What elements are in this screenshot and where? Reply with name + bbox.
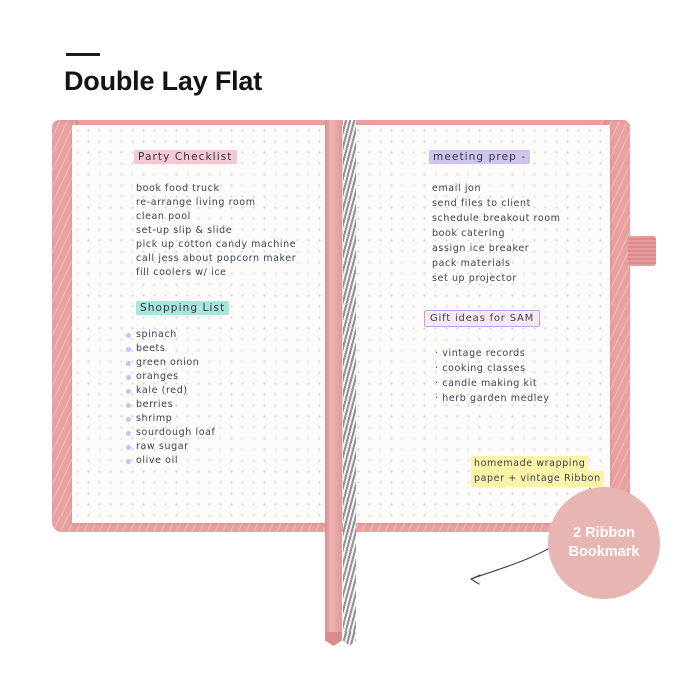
ribbon-bookmark-pink-tip [325,632,342,646]
bullet-icon [126,403,131,408]
page-title: Double Lay Flat [64,66,263,96]
gift-ideas-heading: Gift ideas for SAM [424,310,540,327]
list-item: · vintage records [435,348,526,359]
bullet-icon [126,389,131,394]
list-item: assign ice breaker [432,243,530,254]
list-item: schedule breakout room [432,213,561,224]
list-item: book catering [432,228,506,239]
list-item: fill coolers w/ ice [136,267,227,278]
list-item: olive oil [136,455,179,466]
list-item: call jess about popcorn maker [136,253,297,264]
ribbon-bookmark-grey [343,120,356,641]
badge-line-1: 2 Ribbon [572,525,636,541]
ribbon-bookmark-badge [548,487,660,599]
list-item: shrimp [136,413,173,424]
bullet-icon [126,417,131,422]
bullet-icon [126,459,131,464]
list-item: set up projector [432,273,517,284]
list-item: oranges [136,371,179,382]
list-item: sourdough loaf [136,427,216,438]
list-item: · cooking classes [435,363,526,374]
list-item: spinach [136,329,177,340]
ribbon-bookmark-grey-tip [343,632,356,646]
list-item: clean pool [136,211,191,222]
list-item: raw sugar [136,441,189,452]
bullet-icon [126,361,131,366]
list-item: · candle making kit [435,378,538,389]
bullet-icon [126,375,131,380]
list-item: re-arrange living room [136,197,256,208]
list-item: berries [136,399,174,410]
badge-line-2: Bookmark [568,544,640,560]
elastic-closure-band [628,236,656,266]
shopping-list-heading: Shopping List [136,301,229,315]
list-item: · herb garden medley [435,393,550,404]
bullet-icon [126,445,131,450]
ribbon-bookmark-pink [325,120,342,641]
list-item: send files to client [432,198,531,209]
list-item: email jon [432,183,482,194]
meeting-prep-heading: meeting prep - [429,150,530,164]
gift-note-line-1: homemade wrapping [471,456,588,472]
list-item: kale (red) [136,385,188,396]
list-item: set-up slip & slide [136,225,233,236]
bullet-icon [126,347,131,352]
list-item: green onion [136,357,200,368]
bullet-icon [126,431,131,436]
list-item: beets [136,343,166,354]
party-checklist-heading: Party Checklist [134,150,237,164]
list-item: pick up cotton candy machine [136,239,297,250]
title-rule [66,53,100,56]
gift-note-line-2: paper + vintage Ribbon [471,471,604,487]
list-item: book food truck [136,183,220,194]
bullet-icon [126,333,131,338]
list-item: pack materials [432,258,511,269]
